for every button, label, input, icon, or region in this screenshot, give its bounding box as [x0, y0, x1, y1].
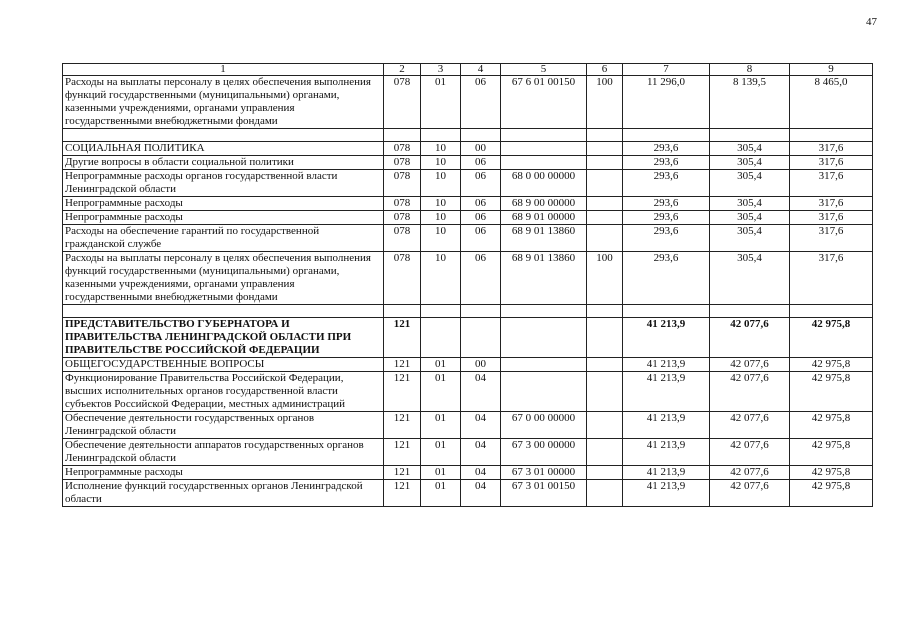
- column-number-header: [63, 64, 873, 76]
- section-cell: 01: [421, 76, 461, 129]
- amount-year3-cell: 317,6: [790, 197, 873, 211]
- item-name-cell: СОЦИАЛЬНАЯ ПОЛИТИКА: [63, 142, 384, 156]
- amount-year2-cell: 8 139,5: [710, 76, 790, 129]
- amount-year2-cell: 42 077,6: [710, 439, 790, 466]
- empty-cell: [501, 129, 587, 142]
- subsection-cell: 06: [461, 252, 501, 305]
- expense-type-cell: [587, 211, 623, 225]
- item-name-cell: Функционирование Правительства Российской Федерации, высших исполнительных органов государственной власти субъектов Российской Федерации, местных администраций: [63, 372, 384, 412]
- admin-code-cell: 078: [384, 156, 421, 170]
- empty-cell: [384, 305, 421, 318]
- amount-year3-cell: 317,6: [790, 156, 873, 170]
- expense-type-cell: [587, 170, 623, 197]
- table-row: [63, 252, 873, 305]
- table-row: [63, 225, 873, 252]
- subsection-cell: 06: [461, 156, 501, 170]
- expense-type-cell: [587, 142, 623, 156]
- item-name-cell: Обеспечение деятельности аппаратов государственных органов Ленинградской области: [63, 439, 384, 466]
- table-row: [63, 76, 873, 129]
- amount-year1-cell: 293,6: [623, 225, 710, 252]
- admin-code-cell: 078: [384, 76, 421, 129]
- expense-type-cell: [587, 466, 623, 480]
- section-cell: [421, 318, 461, 358]
- subsection-cell: 06: [461, 76, 501, 129]
- amount-year2-cell: 305,4: [710, 156, 790, 170]
- subsection-cell: 00: [461, 358, 501, 372]
- admin-code-cell: 121: [384, 358, 421, 372]
- amount-year3-cell: 42 975,8: [790, 439, 873, 466]
- amount-year2-cell: 42 077,6: [710, 480, 790, 507]
- amount-year3-cell: 8 465,0: [790, 76, 873, 129]
- subsection-cell: 06: [461, 225, 501, 252]
- amount-year3-cell: 317,6: [790, 170, 873, 197]
- table-row: [63, 318, 873, 358]
- amount-year2-cell: 305,4: [710, 225, 790, 252]
- target-article-cell: 67 6 01 00150: [501, 76, 587, 129]
- section-cell: 10: [421, 225, 461, 252]
- target-article-cell: 67 0 00 00000: [501, 412, 587, 439]
- target-article-cell: 68 0 00 00000: [501, 170, 587, 197]
- target-article-cell: [501, 318, 587, 358]
- empty-cell: [63, 305, 384, 318]
- column-header: 1: [63, 64, 384, 76]
- empty-cell: [501, 305, 587, 318]
- section-cell: 10: [421, 142, 461, 156]
- target-article-cell: [501, 358, 587, 372]
- admin-code-cell: 078: [384, 252, 421, 305]
- empty-cell: [461, 305, 501, 318]
- empty-cell: [790, 305, 873, 318]
- table-row: [63, 439, 873, 466]
- subsection-cell: 00: [461, 142, 501, 156]
- section-cell: 01: [421, 372, 461, 412]
- expense-type-cell: [587, 439, 623, 466]
- amount-year2-cell: 42 077,6: [710, 372, 790, 412]
- admin-code-cell: 078: [384, 225, 421, 252]
- item-name-cell: Непрограммные расходы: [63, 466, 384, 480]
- empty-cell: [623, 129, 710, 142]
- amount-year1-cell: 41 213,9: [623, 439, 710, 466]
- section-cell: 01: [421, 480, 461, 507]
- expense-type-cell: 100: [587, 252, 623, 305]
- expense-type-cell: [587, 480, 623, 507]
- amount-year2-cell: 305,4: [710, 252, 790, 305]
- target-article-cell: 67 3 01 00150: [501, 480, 587, 507]
- item-name-cell: Расходы на обеспечение гарантий по государственной гражданской службе: [63, 225, 384, 252]
- column-header: 6: [587, 64, 623, 76]
- table-row: [63, 466, 873, 480]
- subsection-cell: 04: [461, 372, 501, 412]
- empty-cell: [790, 129, 873, 142]
- target-article-cell: 68 9 01 00000: [501, 211, 587, 225]
- amount-year1-cell: 293,6: [623, 156, 710, 170]
- budget-table: [62, 63, 873, 507]
- amount-year2-cell: 42 077,6: [710, 358, 790, 372]
- item-name-cell: Непрограммные расходы: [63, 197, 384, 211]
- target-article-cell: 68 9 01 13860: [501, 252, 587, 305]
- empty-cell: [421, 305, 461, 318]
- item-name-cell: Обеспечение деятельности государственных органов Ленинградской области: [63, 412, 384, 439]
- subsection-cell: 06: [461, 197, 501, 211]
- section-cell: 01: [421, 466, 461, 480]
- column-header: 4: [461, 64, 501, 76]
- amount-year2-cell: 42 077,6: [710, 412, 790, 439]
- empty-cell: [710, 305, 790, 318]
- section-cell: 10: [421, 156, 461, 170]
- expense-type-cell: 100: [587, 76, 623, 129]
- section-cell: 10: [421, 197, 461, 211]
- target-article-cell: [501, 142, 587, 156]
- item-name-cell: Непрограммные расходы органов государственной власти Ленинградской области: [63, 170, 384, 197]
- section-cell: 10: [421, 252, 461, 305]
- amount-year1-cell: 11 296,0: [623, 76, 710, 129]
- expense-type-cell: [587, 372, 623, 412]
- column-header: 7: [623, 64, 710, 76]
- amount-year3-cell: 42 975,8: [790, 480, 873, 507]
- target-article-cell: 68 9 00 00000: [501, 197, 587, 211]
- target-article-cell: 68 9 01 13860: [501, 225, 587, 252]
- amount-year3-cell: 42 975,8: [790, 358, 873, 372]
- expense-type-cell: [587, 318, 623, 358]
- item-name-cell: Расходы на выплаты персоналу в целях обеспечения выполнения функций государственными (муниципальными) органами, казенными учреждениями, органами управления государственными внебюджетными фондами: [63, 252, 384, 305]
- empty-cell: [587, 129, 623, 142]
- section-cell: 01: [421, 412, 461, 439]
- table-row: [63, 211, 873, 225]
- expense-type-cell: [587, 412, 623, 439]
- admin-code-cell: 078: [384, 211, 421, 225]
- amount-year3-cell: 42 975,8: [790, 318, 873, 358]
- admin-code-cell: 121: [384, 372, 421, 412]
- column-header: 8: [710, 64, 790, 76]
- admin-code-cell: 121: [384, 466, 421, 480]
- section-cell: 01: [421, 439, 461, 466]
- table-body: [63, 64, 873, 507]
- subsection-cell: 06: [461, 170, 501, 197]
- item-name-cell: Исполнение функций государственных органов Ленинградской области: [63, 480, 384, 507]
- amount-year3-cell: 317,6: [790, 252, 873, 305]
- empty-cell: [710, 129, 790, 142]
- table-row: [63, 142, 873, 156]
- amount-year1-cell: 293,6: [623, 142, 710, 156]
- subsection-cell: 04: [461, 466, 501, 480]
- admin-code-cell: 121: [384, 439, 421, 466]
- amount-year2-cell: 42 077,6: [710, 466, 790, 480]
- admin-code-cell: 078: [384, 197, 421, 211]
- empty-cell: [63, 129, 384, 142]
- table-row: [63, 156, 873, 170]
- item-name-cell: ПРЕДСТАВИТЕЛЬСТВО ГУБЕРНАТОРА И ПРАВИТЕЛЬСТВА ЛЕНИНГРАДСКОЙ ОБЛАСТИ ПРИ ПРАВИТЕЛЬСТВЕ РОССИЙСКОЙ ФЕДЕРАЦИИ: [63, 318, 384, 358]
- section-cell: 01: [421, 358, 461, 372]
- amount-year3-cell: 42 975,8: [790, 466, 873, 480]
- subsection-cell: [461, 318, 501, 358]
- column-header: 2: [384, 64, 421, 76]
- target-article-cell: 67 3 00 00000: [501, 439, 587, 466]
- section-cell: 10: [421, 170, 461, 197]
- table-row: [63, 412, 873, 439]
- item-name-cell: ОБЩЕГОСУДАРСТВЕННЫЕ ВОПРОСЫ: [63, 358, 384, 372]
- amount-year3-cell: 317,6: [790, 225, 873, 252]
- table-row: [63, 358, 873, 372]
- expense-type-cell: [587, 358, 623, 372]
- target-article-cell: [501, 372, 587, 412]
- item-name-cell: Другие вопросы в области социальной политики: [63, 156, 384, 170]
- column-header: 5: [501, 64, 587, 76]
- table-row: [63, 197, 873, 211]
- amount-year1-cell: 41 213,9: [623, 372, 710, 412]
- amount-year1-cell: 41 213,9: [623, 466, 710, 480]
- empty-cell: [587, 305, 623, 318]
- column-header: 3: [421, 64, 461, 76]
- admin-code-cell: 121: [384, 412, 421, 439]
- admin-code-cell: 121: [384, 480, 421, 507]
- empty-cell: [384, 129, 421, 142]
- amount-year2-cell: 305,4: [710, 197, 790, 211]
- expense-type-cell: [587, 225, 623, 252]
- section-cell: 10: [421, 211, 461, 225]
- amount-year1-cell: 41 213,9: [623, 358, 710, 372]
- target-article-cell: 67 3 01 00000: [501, 466, 587, 480]
- amount-year1-cell: 293,6: [623, 197, 710, 211]
- amount-year3-cell: 317,6: [790, 211, 873, 225]
- amount-year1-cell: 41 213,9: [623, 412, 710, 439]
- amount-year1-cell: 41 213,9: [623, 318, 710, 358]
- subsection-cell: 04: [461, 439, 501, 466]
- admin-code-cell: 078: [384, 142, 421, 156]
- empty-cell: [623, 305, 710, 318]
- column-header: 9: [790, 64, 873, 76]
- empty-cell: [461, 129, 501, 142]
- spacer-row: [63, 305, 873, 318]
- table-row: [63, 170, 873, 197]
- amount-year2-cell: 42 077,6: [710, 318, 790, 358]
- amount-year2-cell: 305,4: [710, 170, 790, 197]
- expense-type-cell: [587, 156, 623, 170]
- amount-year2-cell: 305,4: [710, 142, 790, 156]
- amount-year1-cell: 41 213,9: [623, 480, 710, 507]
- amount-year1-cell: 293,6: [623, 170, 710, 197]
- subsection-cell: 04: [461, 412, 501, 439]
- subsection-cell: 06: [461, 211, 501, 225]
- table-row: [63, 372, 873, 412]
- amount-year3-cell: 42 975,8: [790, 372, 873, 412]
- amount-year2-cell: 305,4: [710, 211, 790, 225]
- item-name-cell: Расходы на выплаты персоналу в целях обеспечения выполнения функций государственными (муниципальными) органами, казенными учреждениями, органами управления государственными внебюджетными фондами: [63, 76, 384, 129]
- item-name-cell: Непрограммные расходы: [63, 211, 384, 225]
- expense-type-cell: [587, 197, 623, 211]
- spacer-row: [63, 129, 873, 142]
- admin-code-cell: 121: [384, 318, 421, 358]
- target-article-cell: [501, 156, 587, 170]
- table-row: [63, 480, 873, 507]
- amount-year1-cell: 293,6: [623, 252, 710, 305]
- amount-year3-cell: 317,6: [790, 142, 873, 156]
- page-number: 47: [866, 16, 877, 28]
- amount-year1-cell: 293,6: [623, 211, 710, 225]
- empty-cell: [421, 129, 461, 142]
- subsection-cell: 04: [461, 480, 501, 507]
- amount-year3-cell: 42 975,8: [790, 412, 873, 439]
- admin-code-cell: 078: [384, 170, 421, 197]
